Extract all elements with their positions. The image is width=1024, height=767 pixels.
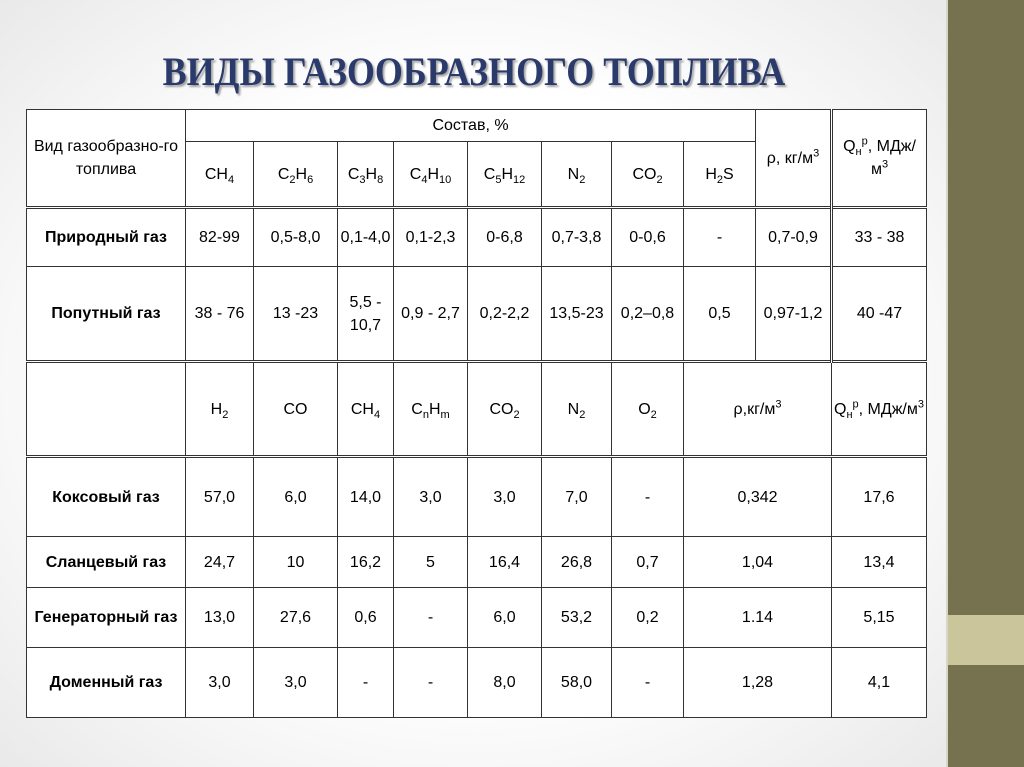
row-label: Попутный газ: [27, 267, 186, 362]
header-density: ρ, $кг/м^3$: [756, 110, 832, 208]
component-header: $CH_4$: [338, 362, 394, 457]
table-cell: 58,0: [542, 648, 612, 718]
table-cell: 5,5 - 10,7: [338, 267, 394, 362]
table-cell: -: [684, 208, 756, 267]
table-cell: 0,5-8,0: [254, 208, 338, 267]
row-label: Генераторный газ: [27, 588, 186, 648]
table-cell: 0,7-0,9: [756, 208, 832, 267]
side-stripe: [948, 615, 1024, 665]
table-cell: 6,0: [468, 588, 542, 648]
table-cell: 0,97-1,2: [756, 267, 832, 362]
table-cell: 13 -23: [254, 267, 338, 362]
table-cell: 0,7-3,8: [542, 208, 612, 267]
table-cell: 57,0: [186, 457, 254, 537]
table-cell: 0,2: [612, 588, 684, 648]
table-cell: 0-6,8: [468, 208, 542, 267]
table-cell: 16,4: [468, 537, 542, 588]
header-heat-value-2: $Q_н^р$, МДж/$м^3$: [832, 362, 927, 457]
table-cell: 3,0: [186, 648, 254, 718]
table-cell: 0,342: [684, 457, 832, 537]
table-cell: 13,4: [832, 537, 927, 588]
table-row: [27, 648, 927, 718]
table-cell: -: [338, 648, 394, 718]
table-cell: -: [394, 588, 468, 648]
component-header: $C_4H_{10}$: [394, 142, 468, 208]
table-cell: 26,8: [542, 537, 612, 588]
table-row: [27, 267, 927, 362]
table-row: [27, 457, 927, 537]
row-label: Доменный газ: [27, 648, 186, 718]
table-cell: 14,0: [338, 457, 394, 537]
component-header: $CO_2$: [612, 142, 684, 208]
table-cell: 27,6: [254, 588, 338, 648]
table-cell: 24,7: [186, 537, 254, 588]
component-header: $H_2$: [186, 362, 254, 457]
component-header: $N_2$: [542, 142, 612, 208]
table-cell: 82-99: [186, 208, 254, 267]
page-title: ВИДЫ ГАЗООБРАЗНОГО ТОПЛИВА: [162, 49, 786, 94]
component-header: $C_2H_6$: [254, 142, 338, 208]
table-cell: 0,7: [612, 537, 684, 588]
table-cell: 5: [394, 537, 468, 588]
table-cell: 1,28: [684, 648, 832, 718]
table-cell: 8,0: [468, 648, 542, 718]
table-cell: 38 - 76: [186, 267, 254, 362]
table-cell: 3,0: [254, 648, 338, 718]
table-cell: 0,1-4,0: [338, 208, 394, 267]
component-header: CO: [254, 362, 338, 457]
table-cell: 3,0: [394, 457, 468, 537]
table-cell: 0,2–0,8: [612, 267, 684, 362]
table-cell: 4,1: [832, 648, 927, 718]
fuel-table: [26, 109, 927, 718]
table-cell: -: [394, 648, 468, 718]
header-density-2: $\rho,кг/м^3$: [684, 362, 832, 457]
row-label: Коксовый газ: [27, 457, 186, 537]
component-header: $C_3H_8$: [338, 142, 394, 208]
table-cell: 0,9 - 2,7: [394, 267, 468, 362]
table-cell: 13,5-23: [542, 267, 612, 362]
component-header: $CH_4$: [186, 142, 254, 208]
header-fuel-type: Вид газообразно-го топлива: [27, 110, 186, 208]
table-cell: 7,0: [542, 457, 612, 537]
header-composition: Состав, %: [186, 110, 756, 142]
table-cell: -: [612, 648, 684, 718]
header-heat-value: $Q_н^р$, МДж/$м^3$: [832, 110, 927, 208]
row-label: Природный газ: [27, 208, 186, 267]
table-cell: 13,0: [186, 588, 254, 648]
table-cell: 33 - 38: [832, 208, 927, 267]
table-row: [27, 208, 927, 267]
table-cell: 40 -47: [832, 267, 927, 362]
table-row: [27, 537, 927, 588]
table-cell: 0,5: [684, 267, 756, 362]
table-cell: 0,1-2,3: [394, 208, 468, 267]
table-cell: 10: [254, 537, 338, 588]
table-cell: 3,0: [468, 457, 542, 537]
component-header: $O_2$: [612, 362, 684, 457]
table-cell: 17,6: [832, 457, 927, 537]
table-cell: 0-0,6: [612, 208, 684, 267]
table-cell: -: [612, 457, 684, 537]
component-header: $CO_2$: [468, 362, 542, 457]
table-cell: 0,2-2,2: [468, 267, 542, 362]
table-cell: 53,2: [542, 588, 612, 648]
component-header: $C_5H_{12}$: [468, 142, 542, 208]
component-header: $N_2$: [542, 362, 612, 457]
table-cell: 5,15: [832, 588, 927, 648]
component-header: $H_2S$: [684, 142, 756, 208]
component-header: $C_nH_m$: [394, 362, 468, 457]
table-cell: 1.14: [684, 588, 832, 648]
table-cell: 0,6: [338, 588, 394, 648]
table-cell: 1,04: [684, 537, 832, 588]
header-empty: [27, 362, 186, 457]
table-cell: 16,2: [338, 537, 394, 588]
row-label: Сланцевый газ: [27, 537, 186, 588]
table-row: [27, 588, 927, 648]
table-cell: 6,0: [254, 457, 338, 537]
